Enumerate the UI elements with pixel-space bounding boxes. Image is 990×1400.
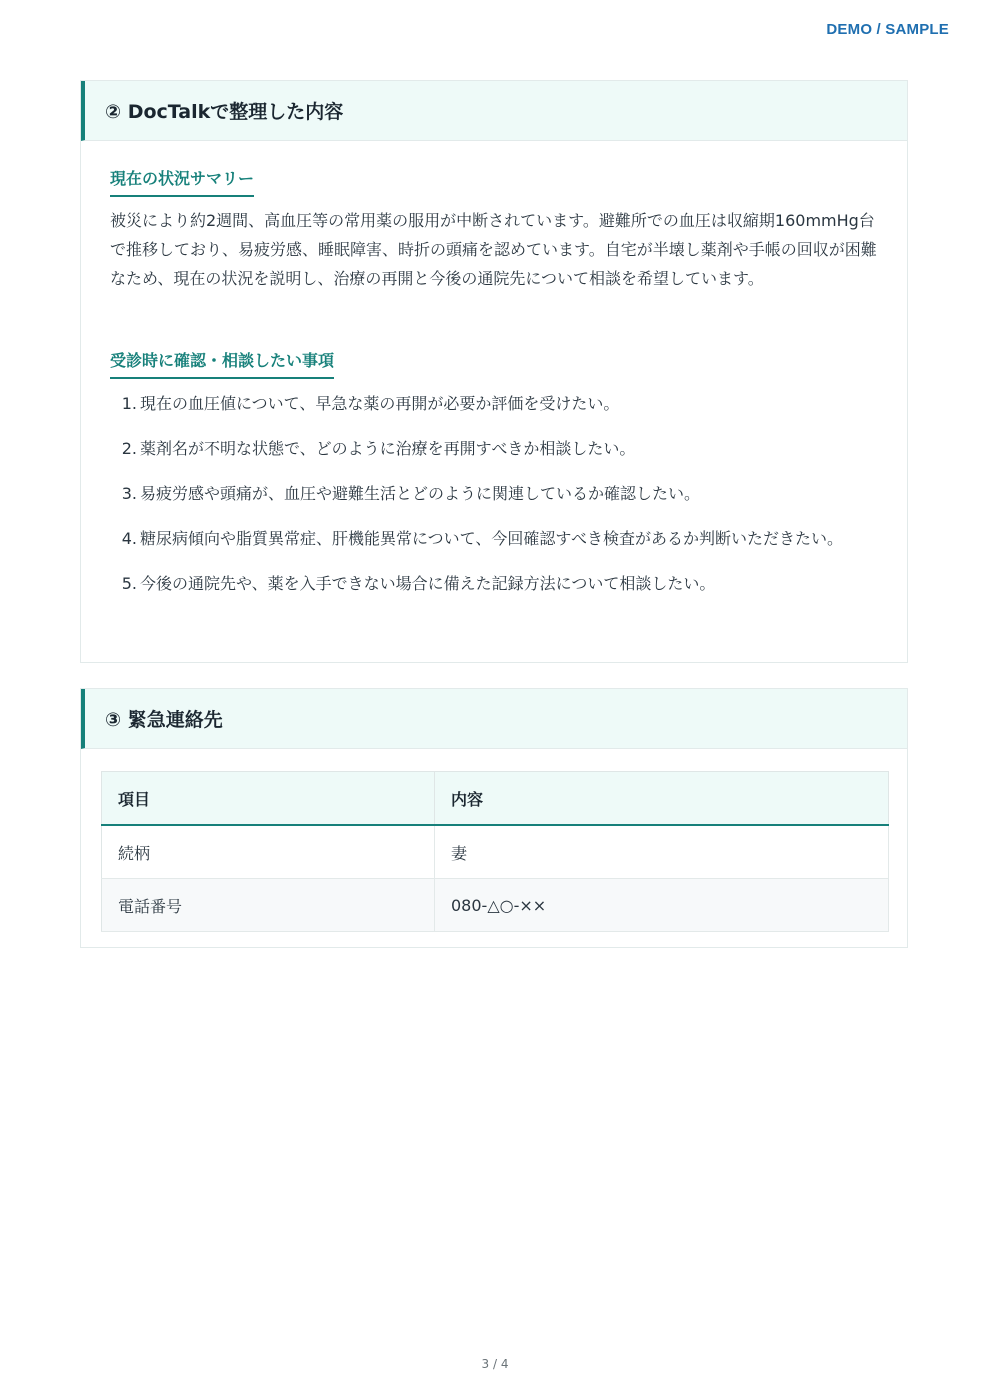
table-cell: 080-△○-×× (435, 879, 889, 932)
summary-heading: 現在の状況サマリー (110, 166, 254, 197)
section-title: ③ 緊急連絡先 (81, 689, 907, 749)
consult-heading-wrap (110, 348, 334, 379)
list-item-text: 現在の血圧値について、早急な薬の再開が必要か評価を受けたい。 (140, 394, 620, 413)
list-item (110, 569, 885, 598)
emergency-contact-section (80, 688, 908, 948)
emergency-contact-table (101, 771, 889, 932)
list-item-text: 薬剤名が不明な状態で、どのように治療を再開すべきか相談したい。 (140, 439, 636, 458)
table-cell: 妻 (435, 825, 889, 879)
table-row (102, 879, 889, 932)
table-header-content: 内容 (435, 772, 889, 826)
consult-heading: 受診時に確認・相談したい事項 (110, 348, 334, 379)
demo-sample-label: DEMO / SAMPLE (826, 21, 949, 38)
list-item-number: 1. (121, 394, 137, 413)
consult-list (110, 389, 885, 614)
list-item-number: 4. (121, 529, 137, 548)
list-item-text: 今後の通院先や、薬を入手できない場合に備えた記録方法について相談したい。 (140, 574, 716, 593)
list-item (110, 524, 885, 553)
list-item (110, 479, 885, 508)
summary-heading-wrap (110, 166, 254, 197)
list-item (110, 389, 885, 418)
list-item-text: 易疲労感や頭痛が、血圧や避難生活とどのように関連しているか確認したい。 (140, 484, 701, 503)
table-header-row (102, 772, 889, 826)
list-item-number: 2. (121, 439, 137, 458)
table-header-item: 項目 (102, 772, 435, 826)
table-row (102, 825, 889, 879)
table-cell: 続柄 (102, 825, 435, 879)
list-item (110, 434, 885, 463)
section-title: ② DocTalkで整理した内容 (81, 81, 907, 141)
list-item-number: 5. (121, 574, 137, 593)
list-item-text: 糖尿病傾向や脂質異常症、肝機能異常について、今回確認すべき検査があるか判断いただきたい。 (140, 529, 844, 548)
page-number: 3 / 4 (481, 1357, 509, 1371)
doctalk-summary-section (80, 80, 908, 663)
summary-text: 被災により約2週間、高血圧等の常用薬の服用が中断されています。避難所での血圧は収縮期160mmHg台で推移しており、易疲労感、睡眠障害、時折の頭痛を認めています。自宅が半壊し薬剤や手帳の回収が困難なため、現在の状況を説明し、治療の再開と今後の通院先について相談を希望しています。 (110, 211, 877, 288)
list-item-number: 3. (121, 484, 137, 503)
table-cell: 電話番号 (102, 879, 435, 932)
